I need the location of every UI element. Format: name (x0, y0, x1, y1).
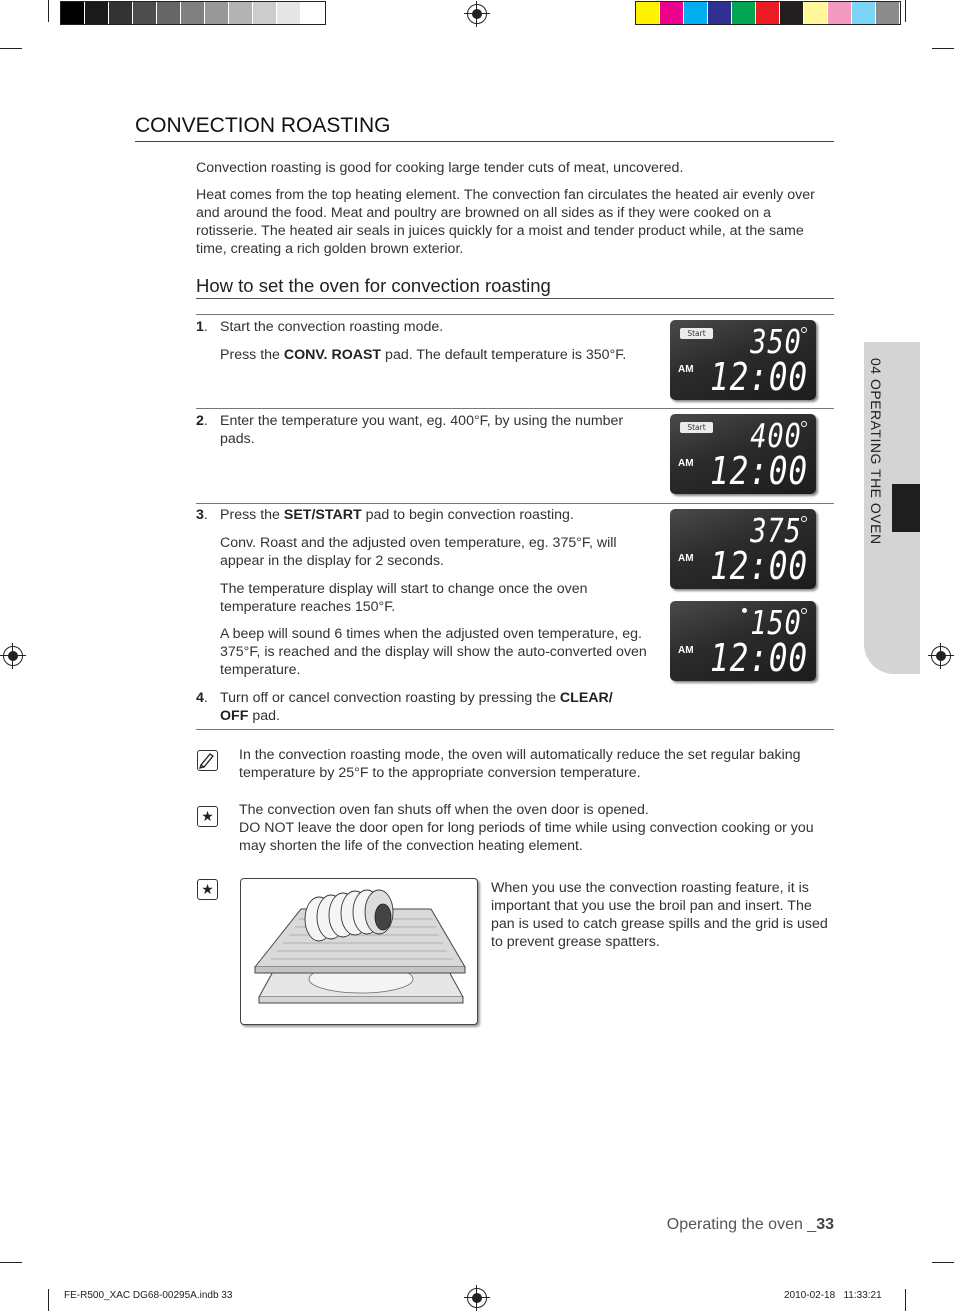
chapter-label: 04 OPERATING THE OVEN (868, 358, 884, 545)
note-text: In the convection roasting mode, the oven will automatically reduce the set regular baking temperature by 25°F to the appropriate conversion temperature. (239, 747, 801, 781)
caution-text: When you use the convection roasting feature, it is important that you use the broil pan and insert. The pan is used to catch grease spills and the grid is used to prevent grease spatters. (491, 880, 828, 950)
registration-mark-icon (467, 1288, 487, 1308)
process-color-bar (635, 1, 901, 25)
grayscale-color-bar (60, 1, 326, 25)
display-am: AM (678, 553, 694, 564)
page-footer (667, 1216, 834, 1234)
text-run: pad to begin convection roasting. (361, 507, 574, 523)
degree-icon (801, 327, 807, 333)
color-swatch (253, 2, 277, 24)
degree-icon (801, 608, 807, 614)
oven-display-400 (670, 414, 816, 494)
caution-text: DO NOT leave the door open for long periods of time while using convection cooking or you may shorten the life of the convection heating element. (239, 820, 814, 854)
crop-mark (48, 0, 49, 22)
text-run: Turn off or cancel convection roasting by pressing the (220, 690, 560, 706)
display-temperature: 150 (750, 603, 802, 642)
color-swatch (133, 2, 157, 24)
oven-display-375 (670, 509, 816, 589)
step-text: Conv. Roast and the adjusted oven temperature, eg. 375°F, will appear in the display for 2 seconds. (220, 535, 617, 569)
display-am: AM (678, 458, 694, 469)
color-swatch (301, 2, 325, 24)
star-caution-icon: ★ (197, 806, 218, 827)
crop-mark (905, 0, 906, 22)
step-number: 4. (196, 690, 208, 706)
print-timestamp: 2010-02-18 11:33:21 (784, 1290, 882, 1301)
color-swatch (205, 2, 229, 24)
display-clock: 12:00 (710, 355, 808, 399)
display-start-indicator: Start (680, 328, 713, 339)
color-swatch (708, 2, 732, 24)
caution-text: The convection oven fan shuts off when the oven door is opened. (239, 802, 649, 818)
crop-mark (932, 1262, 954, 1263)
crop-mark (932, 48, 954, 49)
display-am: AM (678, 645, 694, 656)
section-subtitle: How to set the oven for convection roasting (196, 275, 551, 296)
step-divider (196, 314, 834, 315)
color-swatch (684, 2, 708, 24)
color-swatch (85, 2, 109, 24)
clear-off-pad-label: CLEAR/ OFF (220, 690, 613, 724)
registration-mark-icon (931, 646, 951, 666)
file-slug: FE-R500_XAC DG68-00295A.indb 33 (64, 1290, 233, 1301)
broil-pan-illustration (240, 878, 478, 1025)
step-text (220, 346, 660, 364)
crop-mark (48, 1289, 49, 1311)
footer-section-label: Operating the oven _ (666, 1216, 817, 1233)
chapter-marker (892, 484, 920, 532)
registration-mark-icon (467, 4, 487, 24)
color-swatch (756, 2, 780, 24)
step-number: 2. (196, 413, 208, 429)
display-temperature: 350 (750, 322, 802, 361)
set-start-pad-label: SET/START (283, 507, 362, 523)
step-divider (196, 503, 834, 504)
step-text: A beep will sound 6 times when the adjusted oven temperature, eg. 375°F, is reached and the display will show the auto-converted oven temperature. (220, 626, 647, 678)
color-swatch (876, 2, 900, 24)
text-run: Press the (220, 507, 284, 523)
subtitle-rule (196, 298, 834, 299)
degree-icon (801, 421, 807, 427)
color-swatch (732, 2, 756, 24)
step-number-value: 2 (196, 413, 204, 429)
color-swatch (229, 2, 253, 24)
text-run: Press the (220, 347, 284, 363)
step-divider (196, 729, 834, 730)
step-number-value: 4 (196, 690, 204, 706)
color-swatch (636, 2, 660, 24)
text-run: pad. The default temperature is 350°F. (381, 347, 627, 363)
conv-roast-pad-label: CONV. ROAST (283, 347, 382, 363)
step-text: Enter the temperature you want, eg. 400°F, by using the number pads. (220, 413, 624, 447)
color-swatch (109, 2, 133, 24)
crop-mark (905, 1289, 906, 1311)
step-text: The temperature display will start to change once the oven temperature reaches 150°F. (220, 581, 588, 615)
display-clock: 12:00 (710, 636, 808, 680)
step-number-value: 1 (196, 319, 204, 335)
display-temperature: 400 (750, 416, 802, 455)
oven-display-150 (670, 601, 816, 681)
display-clock: 12:00 (710, 449, 808, 493)
page-title: CONVECTION ROASTING (135, 114, 391, 137)
step-divider (196, 408, 834, 409)
preheat-dot-icon (742, 608, 747, 613)
color-swatch (181, 2, 205, 24)
step-number: 1. (196, 319, 208, 335)
color-swatch (157, 2, 181, 24)
note-pen-icon (197, 750, 218, 771)
step-number: 3. (196, 507, 208, 523)
display-start-indicator: Start (680, 422, 713, 433)
display-temperature: 375 (750, 511, 802, 550)
display-am: AM (678, 364, 694, 375)
color-swatch (780, 2, 804, 24)
color-swatch (277, 2, 301, 24)
oven-display-350 (670, 320, 816, 400)
page-number: 33 (816, 1216, 834, 1233)
crop-mark (0, 1262, 22, 1263)
star-caution-icon: ★ (197, 879, 218, 900)
intro-paragraph: Heat comes from the top heating element. The convection fan circulates the heated air evenly over and around the food. Meat and poultry are browned on all sides as if they were cooked on a rotisserie. The heated air seals in juices quickly for a moist and tender product while, at the same time, creating a rich golden brown exterior. (196, 187, 815, 257)
intro-paragraph: Convection roasting is good for cooking large tender cuts of meat, uncovered. (196, 160, 684, 176)
color-swatch (804, 2, 828, 24)
title-rule (135, 141, 834, 142)
text-run: pad. (248, 708, 280, 724)
step-text (220, 689, 640, 725)
registration-mark-icon (3, 646, 23, 666)
color-swatch (660, 2, 684, 24)
color-swatch (828, 2, 852, 24)
step-text (220, 506, 660, 524)
degree-icon (801, 516, 807, 522)
step-text: Start the convection roasting mode. (220, 319, 444, 335)
chapter-side-tab (864, 342, 920, 674)
color-swatch (852, 2, 876, 24)
crop-mark (0, 48, 22, 49)
color-swatch (61, 2, 85, 24)
step-number-value: 3 (196, 507, 204, 523)
display-clock: 12:00 (710, 544, 808, 588)
